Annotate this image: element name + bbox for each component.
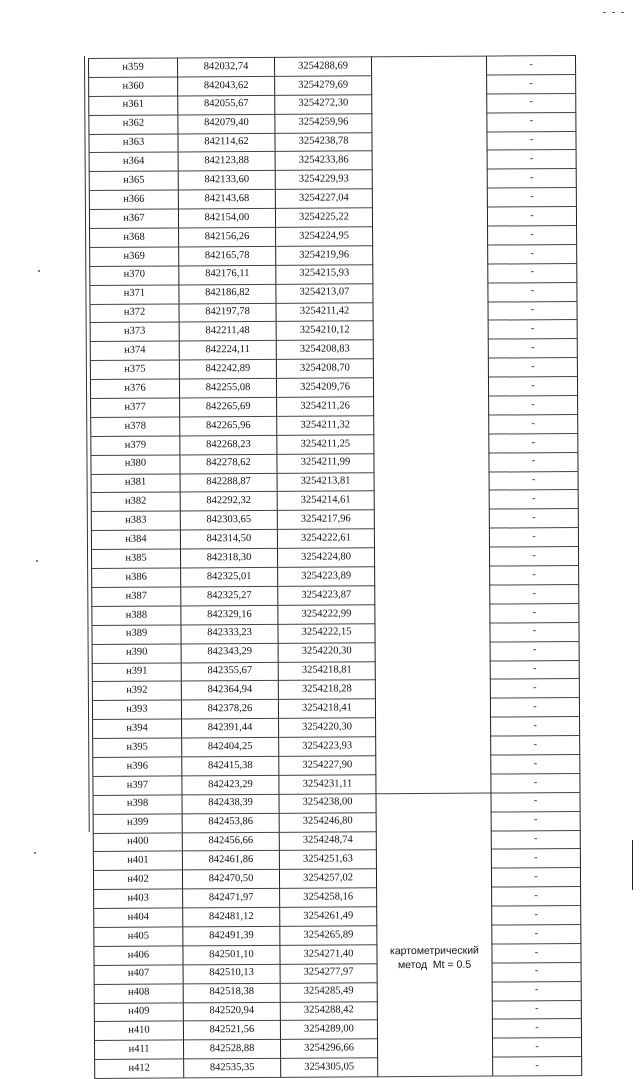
point-id-cell: н370 [90, 266, 179, 285]
x-coordinate-cell: 842415,38 [182, 756, 279, 775]
point-id-cell: н372 [90, 304, 179, 323]
scan-edge-line [632, 840, 633, 890]
y-coordinate-cell: 3254305,05 [281, 1058, 378, 1077]
accuracy-cell: - [489, 471, 578, 490]
accuracy-cell: - [488, 301, 577, 320]
point-id-cell: н376 [90, 379, 179, 398]
point-id-cell: н388 [92, 606, 181, 625]
method-label-line2: метод Mt = 0.5 [397, 958, 472, 972]
accuracy-cell: - [487, 169, 576, 188]
x-coordinate-cell: 842303,65 [180, 511, 277, 530]
y-coordinate-cell: 3254277,97 [280, 964, 377, 983]
accuracy-cell: - [492, 1019, 581, 1038]
y-coordinate-cell: 3254238,00 [279, 793, 376, 812]
accuracy-cell: - [489, 452, 578, 471]
accuracy-cell: - [492, 981, 581, 1000]
accuracy-cell: - [491, 811, 580, 830]
accuracy-cell: - [487, 74, 576, 93]
y-coordinate-cell: 3254211,25 [277, 435, 374, 454]
x-coordinate-cell: 842355,67 [181, 662, 278, 681]
y-coordinate-cell: 3254223,87 [278, 586, 375, 605]
y-coordinate-cell: 3254223,93 [279, 737, 376, 756]
x-coordinate-cell: 842255,08 [179, 378, 276, 397]
point-id-cell: н407 [94, 965, 183, 984]
accuracy-cell: - [487, 112, 576, 131]
x-coordinate-cell: 842143,68 [178, 190, 275, 209]
coordinates-table-body [89, 56, 582, 1079]
x-coordinate-cell: 842123,88 [178, 152, 275, 171]
accuracy-cell: - [488, 282, 577, 301]
method-description-cell [376, 793, 493, 1077]
scan-speck [36, 560, 38, 562]
y-coordinate-cell: 3254211,32 [277, 416, 374, 435]
x-coordinate-cell: 842318,30 [181, 549, 278, 568]
accuracy-cell: - [488, 320, 577, 339]
y-coordinate-cell: 3254208,70 [276, 359, 373, 378]
y-coordinate-cell: 3254238,78 [275, 132, 372, 151]
y-coordinate-cell: 3254211,26 [277, 397, 374, 416]
accuracy-cell: - [492, 887, 581, 906]
point-id-cell: н378 [91, 417, 180, 436]
point-id-cell: н387 [92, 587, 181, 606]
x-coordinate-cell: 842032,74 [178, 57, 275, 76]
point-id-cell: н408 [94, 984, 183, 1003]
x-coordinate-cell: 842491,39 [183, 926, 280, 945]
y-coordinate-cell: 3254214,61 [277, 491, 374, 510]
y-coordinate-cell: 3254222,61 [277, 529, 374, 548]
accuracy-cell: - [492, 1038, 581, 1057]
point-id-cell: н362 [89, 115, 178, 134]
x-coordinate-cell: 842510,13 [183, 964, 280, 983]
x-coordinate-cell: 842333,23 [181, 624, 278, 643]
accuracy-cell: - [487, 188, 576, 207]
y-coordinate-cell: 3254218,41 [278, 699, 375, 718]
x-coordinate-cell: 842133,60 [178, 171, 275, 190]
x-coordinate-cell: 842520,94 [183, 1002, 280, 1021]
point-id-cell: н397 [93, 776, 182, 795]
x-coordinate-cell: 842471,97 [183, 889, 280, 908]
accuracy-cell: - [489, 414, 578, 433]
point-id-cell: н368 [90, 228, 179, 247]
point-id-cell: н384 [91, 530, 180, 549]
scan-speck [621, 12, 624, 13]
point-id-cell: н365 [89, 171, 178, 190]
table-row [95, 1057, 582, 1079]
y-coordinate-cell: 3254257,02 [279, 869, 376, 888]
x-coordinate-cell: 842325,01 [181, 567, 278, 586]
point-id-cell: н400 [93, 832, 182, 851]
y-coordinate-cell: 3254285,49 [280, 982, 377, 1001]
x-coordinate-cell: 842211,48 [179, 322, 276, 341]
y-coordinate-cell: 3254218,81 [278, 661, 375, 680]
accuracy-cell: - [488, 339, 577, 358]
accuracy-cell: - [492, 943, 581, 962]
point-id-cell: н393 [92, 700, 181, 719]
y-coordinate-cell: 3254258,16 [280, 888, 377, 907]
accuracy-cell: - [493, 1057, 582, 1076]
accuracy-cell: - [492, 962, 581, 981]
x-coordinate-cell: 842186,82 [179, 284, 276, 303]
accuracy-cell: - [491, 754, 580, 773]
point-id-cell: н371 [90, 285, 179, 304]
point-id-cell: н394 [93, 719, 182, 738]
y-coordinate-cell: 3254213,07 [276, 283, 373, 302]
accuracy-cell: - [489, 433, 578, 452]
point-id-cell: н360 [89, 77, 178, 96]
point-id-cell: н375 [90, 360, 179, 379]
x-coordinate-cell: 842343,29 [181, 643, 278, 662]
y-coordinate-cell: 3254265,89 [280, 926, 377, 945]
point-id-cell: н364 [89, 152, 178, 171]
accuracy-cell: - [490, 679, 579, 698]
y-coordinate-cell: 3254288,69 [274, 57, 371, 76]
y-coordinate-cell: 3254209,76 [276, 378, 373, 397]
accuracy-cell: - [492, 1000, 581, 1019]
accuracy-cell: - [488, 226, 577, 245]
y-coordinate-cell: 3254220,30 [278, 642, 375, 661]
point-id-cell: н363 [89, 134, 178, 153]
point-id-cell: н405 [94, 927, 183, 946]
x-coordinate-cell: 842079,40 [178, 114, 275, 133]
point-id-cell: н410 [94, 1021, 183, 1040]
x-coordinate-cell: 842154,00 [178, 208, 275, 227]
x-coordinate-cell: 842535,35 [184, 1059, 281, 1078]
x-coordinate-cell: 842453,86 [182, 813, 279, 832]
x-coordinate-cell: 842156,26 [179, 227, 276, 246]
accuracy-cell: - [490, 622, 579, 641]
x-coordinate-cell: 842461,86 [182, 851, 279, 870]
scan-speck [34, 852, 36, 854]
accuracy-cell: - [488, 377, 577, 396]
y-coordinate-cell: 3254261,49 [280, 907, 377, 926]
point-id-cell: н396 [93, 757, 182, 776]
accuracy-cell: - [490, 603, 579, 622]
method-label-line1: картометрический [389, 944, 479, 957]
x-coordinate-cell: 842518,38 [183, 983, 280, 1002]
point-id-cell: н402 [93, 870, 182, 889]
x-coordinate-cell: 842292,32 [180, 492, 277, 511]
point-id-cell: н361 [89, 96, 178, 115]
y-coordinate-cell: 3254231,11 [279, 775, 376, 794]
y-coordinate-cell: 3254296,66 [281, 1039, 378, 1058]
point-id-cell: н377 [91, 398, 180, 417]
y-coordinate-cell: 3254251,63 [279, 850, 376, 869]
accuracy-cell: - [487, 150, 576, 169]
point-id-cell: н406 [94, 946, 183, 965]
x-coordinate-cell: 842224,11 [179, 341, 276, 360]
y-coordinate-cell: 3254222,15 [278, 623, 375, 642]
y-coordinate-cell: 3254227,90 [279, 756, 376, 775]
y-coordinate-cell: 3254219,96 [276, 246, 373, 265]
point-id-cell: н390 [92, 644, 181, 663]
y-coordinate-cell: 3254248,74 [279, 831, 376, 850]
point-id-cell: н392 [92, 681, 181, 700]
point-id-cell: н399 [93, 814, 182, 833]
x-coordinate-cell: 842329,16 [181, 605, 278, 624]
x-coordinate-cell: 842114,62 [178, 133, 275, 152]
accuracy-cell: - [489, 528, 578, 547]
accuracy-cell: - [491, 736, 580, 755]
accuracy-cell: - [489, 509, 578, 528]
point-id-cell: н391 [92, 662, 181, 681]
x-coordinate-cell: 842288,87 [180, 473, 277, 492]
accuracy-cell: - [486, 56, 575, 75]
y-coordinate-cell: 3254225,22 [275, 208, 372, 227]
y-coordinate-cell: 3254210,12 [276, 321, 373, 340]
y-coordinate-cell: 3254279,69 [275, 76, 372, 95]
point-id-cell: н359 [89, 58, 178, 77]
x-coordinate-cell: 842470,50 [182, 870, 279, 889]
x-coordinate-cell: 842268,23 [180, 435, 277, 454]
x-coordinate-cell: 842265,96 [180, 416, 277, 435]
x-coordinate-cell: 842197,78 [179, 303, 276, 322]
y-coordinate-cell: 3254227,04 [275, 189, 372, 208]
x-coordinate-cell: 842055,67 [178, 95, 275, 114]
y-coordinate-cell: 3254246,80 [279, 812, 376, 831]
point-id-cell: н374 [90, 341, 179, 360]
point-id-cell: н389 [92, 625, 181, 644]
y-coordinate-cell: 3254233,86 [275, 151, 372, 170]
accuracy-cell: - [492, 924, 581, 943]
x-coordinate-cell: 842176,11 [179, 265, 276, 284]
x-coordinate-cell: 842456,66 [182, 832, 279, 851]
x-coordinate-cell: 842391,44 [182, 719, 279, 738]
y-coordinate-cell: 3254272,30 [275, 95, 372, 114]
scan-speck [603, 12, 606, 13]
accuracy-cell: - [490, 566, 579, 585]
accuracy-cell: - [487, 207, 576, 226]
y-coordinate-cell: 3254217,96 [277, 510, 374, 529]
accuracy-cell: - [491, 773, 580, 792]
x-coordinate-cell: 842325,27 [181, 586, 278, 605]
accuracy-cell: - [489, 490, 578, 509]
x-coordinate-cell: 842278,62 [180, 454, 277, 473]
x-coordinate-cell: 842438,39 [182, 794, 279, 813]
y-coordinate-cell: 3254289,00 [280, 1020, 377, 1039]
y-coordinate-cell: 3254211,99 [277, 453, 374, 472]
accuracy-cell: - [490, 698, 579, 717]
point-id-cell: н401 [93, 851, 182, 870]
point-id-cell: н386 [92, 568, 181, 587]
y-coordinate-cell: 3254215,93 [276, 265, 373, 284]
x-coordinate-cell: 842265,69 [180, 397, 277, 416]
point-id-cell: н383 [91, 511, 180, 530]
point-id-cell: н409 [94, 1002, 183, 1021]
point-id-cell: н373 [90, 322, 179, 341]
y-coordinate-cell: 3254222,99 [278, 605, 375, 624]
point-id-cell: н382 [91, 492, 180, 511]
scan-speck [612, 12, 615, 13]
x-coordinate-cell: 842364,94 [181, 681, 278, 700]
x-coordinate-cell: 842314,50 [180, 530, 277, 549]
accuracy-cell: - [489, 547, 578, 566]
point-id-cell: н403 [94, 889, 183, 908]
y-coordinate-cell: 3254271,40 [280, 945, 377, 964]
point-id-cell: н380 [91, 455, 180, 474]
x-coordinate-cell: 842242,89 [179, 360, 276, 379]
accuracy-cell: - [487, 93, 576, 112]
x-coordinate-cell: 842528,88 [184, 1040, 281, 1059]
y-coordinate-cell: 3254218,28 [278, 680, 375, 699]
y-coordinate-cell: 3254211,42 [276, 302, 373, 321]
point-id-cell: н404 [94, 908, 183, 927]
x-coordinate-cell: 842165,78 [179, 246, 276, 265]
x-coordinate-cell: 842378,26 [181, 700, 278, 719]
y-coordinate-cell: 3254224,80 [277, 548, 374, 567]
x-coordinate-cell: 842481,12 [183, 907, 280, 926]
x-coordinate-cell: 842501,10 [183, 945, 280, 964]
accuracy-cell: - [490, 660, 579, 679]
y-coordinate-cell: 3254220,30 [279, 718, 376, 737]
accuracy-cell: - [491, 792, 580, 811]
point-id-cell: н367 [89, 209, 178, 228]
accuracy-cell: - [488, 244, 577, 263]
accuracy-cell: - [491, 830, 580, 849]
accuracy-cell: - [490, 584, 579, 603]
y-coordinate-cell: 3254229,93 [275, 170, 372, 189]
accuracy-cell: - [490, 641, 579, 660]
y-coordinate-cell: 3254223,89 [278, 567, 375, 586]
point-id-cell: н385 [92, 549, 181, 568]
point-id-cell: н381 [91, 474, 180, 493]
coordinates-table [88, 55, 582, 1079]
x-coordinate-cell: 842521,56 [183, 1021, 280, 1040]
point-id-cell: н412 [95, 1059, 184, 1078]
accuracy-cell: - [487, 131, 576, 150]
x-coordinate-cell: 842423,29 [182, 775, 279, 794]
point-id-cell: н411 [95, 1040, 184, 1059]
method-cell-empty [371, 56, 490, 793]
point-id-cell: н379 [91, 436, 180, 455]
y-coordinate-cell: 3254213,81 [277, 472, 374, 491]
point-id-cell: н366 [89, 190, 178, 209]
y-coordinate-cell: 3254288,42 [280, 1001, 377, 1020]
x-coordinate-cell: 842404,25 [182, 737, 279, 756]
point-id-cell: н398 [93, 795, 182, 814]
y-coordinate-cell: 3254208,83 [276, 340, 373, 359]
accuracy-cell: - [488, 358, 577, 377]
accuracy-cell: - [488, 263, 577, 282]
y-coordinate-cell: 3254259,96 [275, 113, 372, 132]
accuracy-cell: - [492, 906, 581, 925]
point-id-cell: н369 [90, 247, 179, 266]
x-coordinate-cell: 842043,62 [178, 76, 275, 95]
y-coordinate-cell: 3254224,95 [276, 227, 373, 246]
point-id-cell: н395 [93, 738, 182, 757]
scan-speck [38, 270, 40, 272]
accuracy-cell: - [491, 868, 580, 887]
accuracy-cell: - [491, 717, 580, 736]
accuracy-cell: - [489, 396, 578, 415]
accuracy-cell: - [491, 849, 580, 868]
